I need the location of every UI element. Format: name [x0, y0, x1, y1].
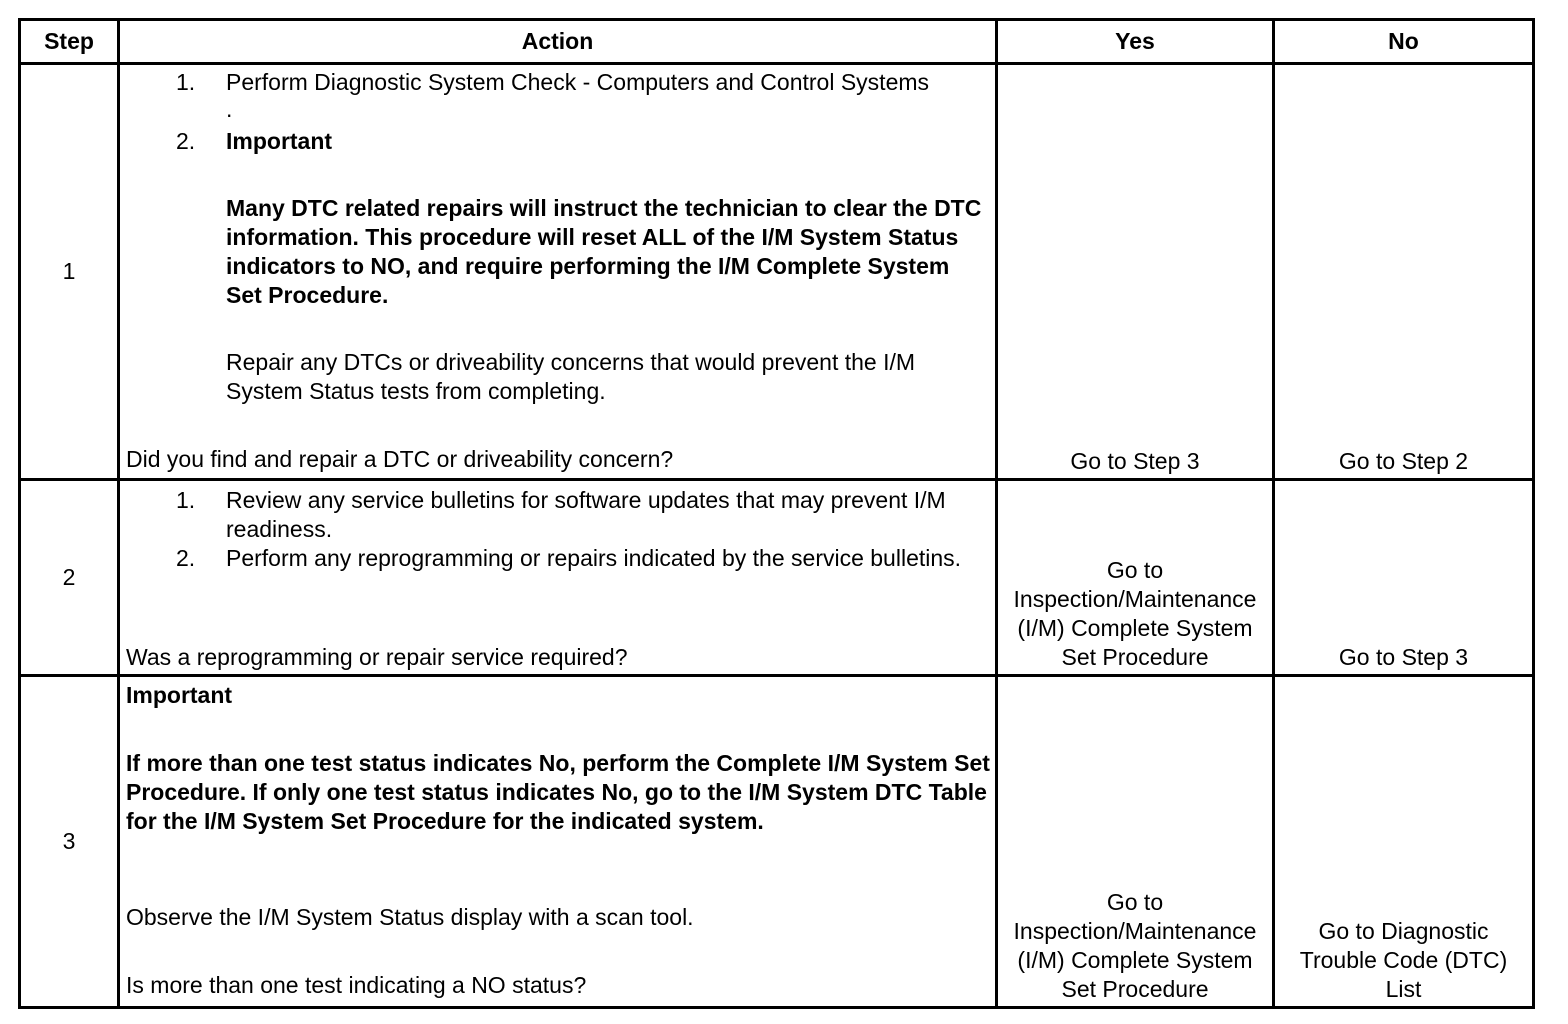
yes-line: Set Procedure: [1061, 976, 1209, 1002]
yes-link-text: Go to Step 3: [1070, 448, 1200, 474]
action-list: [120, 486, 989, 573]
no-answer: [1274, 480, 1534, 676]
yes-line: Inspection/Maintenance: [1013, 918, 1257, 944]
list-item: [120, 127, 989, 156]
list-item: [120, 486, 989, 544]
list-number: 2.: [176, 545, 196, 571]
important-label: Important: [226, 128, 333, 154]
step-number: 2: [20, 480, 119, 676]
no-link-text: Go to Step 3: [1338, 644, 1469, 670]
no-answer: [1274, 64, 1534, 480]
action-cell: [119, 64, 997, 480]
table-row: [20, 480, 1534, 676]
yes-line: Go to: [1106, 889, 1164, 915]
question-text: Was a reprogramming or repair service required?: [126, 644, 628, 670]
list-trailing-period: .: [226, 96, 233, 122]
yes-answer: [997, 64, 1274, 480]
list-item: [120, 68, 989, 97]
header-action: Action: [119, 20, 997, 64]
no-answer: [1274, 676, 1534, 1008]
table-row: [20, 676, 1534, 1008]
diagnostic-table: [18, 18, 1535, 1009]
important-note: If more than one test status indicates No, perform the Complete I/M System Set Procedure. If only one test status indicates No, go to the I/M System DTC Table for the I/M System Set Procedure for the indicated system.: [126, 750, 990, 834]
no-line: List: [1385, 976, 1422, 1002]
step-number: 3: [20, 676, 119, 1008]
action-cell: [119, 480, 997, 676]
repair-instruction: Repair any DTCs or driveability concerns that would prevent the I/M System Status tests from completing.: [226, 349, 916, 404]
no-line: Trouble Code (DTC): [1299, 947, 1508, 973]
step-number: 1: [20, 64, 119, 480]
yes-answer: [997, 480, 1274, 676]
no-link-text: Go to Step 2: [1338, 448, 1469, 474]
no-line: Go to Diagnostic: [1318, 918, 1489, 944]
list-text: Perform any reprogramming or repairs indicated by the service bulletins.: [226, 545, 962, 571]
important-label: Important: [126, 682, 233, 708]
list-item: [120, 544, 989, 573]
yes-line: (I/M) Complete System: [1017, 947, 1253, 973]
list-number: 2.: [176, 128, 196, 154]
observe-instruction: Observe the I/M System Status display with a scan tool.: [126, 904, 694, 930]
yes-answer: [997, 676, 1274, 1008]
list-text: Perform Diagnostic System Check - Computers and Control Systems: [226, 69, 930, 95]
list-text: Review any service bulletins for software updates that may prevent I/M readiness.: [226, 487, 946, 542]
question-text: Did you find and repair a DTC or driveability concern?: [126, 446, 674, 472]
list-number: 1.: [176, 69, 196, 95]
header-step: Step: [20, 20, 119, 64]
yes-line: Set Procedure: [1061, 644, 1209, 670]
important-note: Many DTC related repairs will instruct the technician to clear the DTC information. This procedure will reset ALL of the I/M System Status indicators to NO, and require performing the I/M Complete System Set Procedure.: [226, 195, 982, 308]
header-yes: Yes: [997, 20, 1274, 64]
yes-line: Go to: [1106, 557, 1164, 583]
question-text: Is more than one test indicating a NO status?: [126, 972, 587, 998]
table-row: [20, 64, 1534, 480]
action-list: [120, 68, 989, 156]
action-cell: [119, 676, 997, 1008]
yes-line: Inspection/Maintenance: [1013, 586, 1257, 612]
header-no: No: [1274, 20, 1534, 64]
header-row: [20, 20, 1534, 64]
list-number: 1.: [176, 487, 196, 513]
yes-line: (I/M) Complete System: [1017, 615, 1253, 641]
